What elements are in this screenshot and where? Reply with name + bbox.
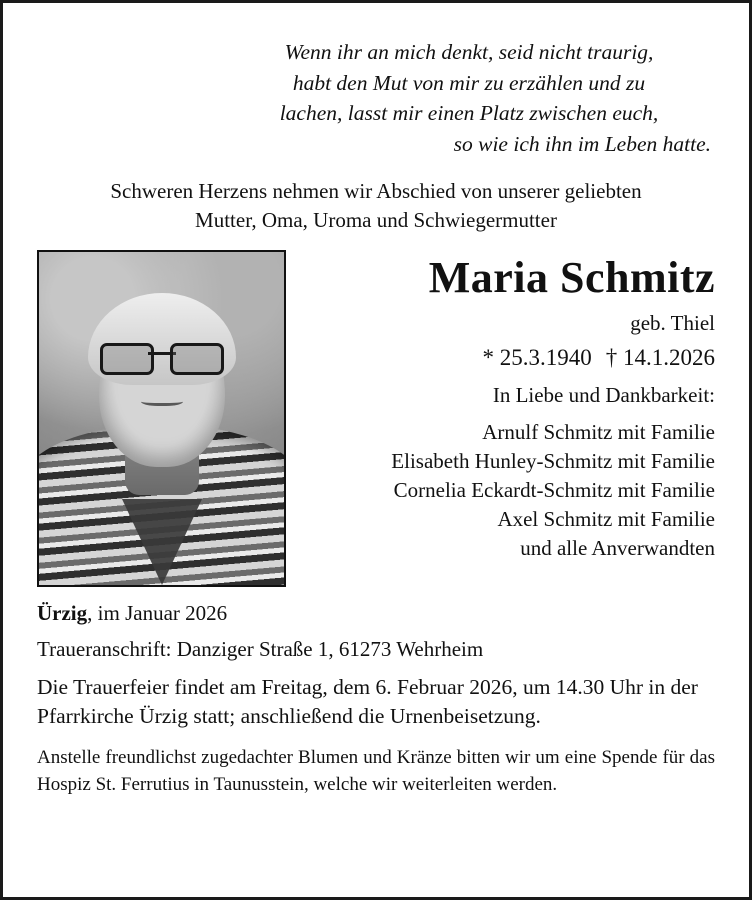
poem-line-4: so wie ich ihn im Leben hatte. bbox=[453, 131, 711, 156]
introduction-text bbox=[37, 177, 715, 236]
funeral-service-info: Die Trauerfeier findet am Freitag, dem 6. Februar 2026, um 14.30 Uhr in der Pfarrkirche Ürzig statt; anschließend die Urnenbeisetzung. bbox=[37, 674, 698, 729]
place-town: Ürzig bbox=[37, 600, 88, 625]
names-column bbox=[304, 250, 715, 563]
survivor-line: Elisabeth Hunley-Schmitz mit Familie bbox=[391, 449, 715, 474]
poem-line-1: Wenn ihr an mich denkt, seid nicht traurig, bbox=[284, 40, 654, 64]
dedication-text: In Liebe und Dankbarkeit: bbox=[492, 383, 715, 408]
birth-date: * 25.3.1940 bbox=[482, 345, 592, 371]
portrait-photo-frame bbox=[37, 250, 286, 587]
poem-line-2: habt den Mut von mir zu erzählen und zu bbox=[292, 70, 646, 95]
poem-line-3: lachen, lasst mir einen Platz zwischen euch, bbox=[279, 101, 659, 126]
maiden-name: geb. Thiel bbox=[630, 311, 715, 336]
survivor-line: Cornelia Eckardt-Schmitz mit Familie bbox=[393, 478, 715, 503]
photo-v-neckline bbox=[122, 499, 202, 585]
survivor-line: und alle Anverwandten bbox=[520, 536, 715, 561]
survivor-line: Arnulf Schmitz mit Familie bbox=[482, 420, 715, 445]
death-date: † 14.1.2026 bbox=[605, 345, 715, 371]
deceased-name: Maria Schmitz bbox=[428, 252, 715, 302]
glasses-right-lens bbox=[170, 343, 224, 375]
photo-mouth bbox=[141, 395, 183, 406]
survivor-line: Axel Schmitz mit Familie bbox=[497, 507, 715, 532]
intro-line-2: Mutter, Oma, Uroma und Schwiegermutter bbox=[195, 208, 557, 233]
donation-request: Anstelle freundlichst zugedachter Blumen und Kränze bitten wir um eine Spende für das Hospiz St. Ferrutius in Taunusstein, welche wir weiterleiten werden. bbox=[37, 747, 715, 795]
glasses-left-lens bbox=[100, 343, 154, 375]
life-dates bbox=[304, 345, 715, 371]
portrait-photo bbox=[39, 252, 284, 585]
portrait-and-names-block bbox=[37, 250, 715, 587]
place-date: , im Januar 2026 bbox=[87, 600, 228, 625]
intro-line-1: Schweren Herzens nehmen wir Abschied von unserer geliebten bbox=[110, 179, 642, 204]
mourning-address: Traueranschrift: Danziger Straße 1, 61273 Wehrheim bbox=[37, 636, 484, 661]
glasses-icon bbox=[100, 343, 224, 369]
notice-footer bbox=[37, 601, 715, 798]
memorial-poem bbox=[37, 37, 715, 159]
place-and-date bbox=[37, 601, 715, 626]
